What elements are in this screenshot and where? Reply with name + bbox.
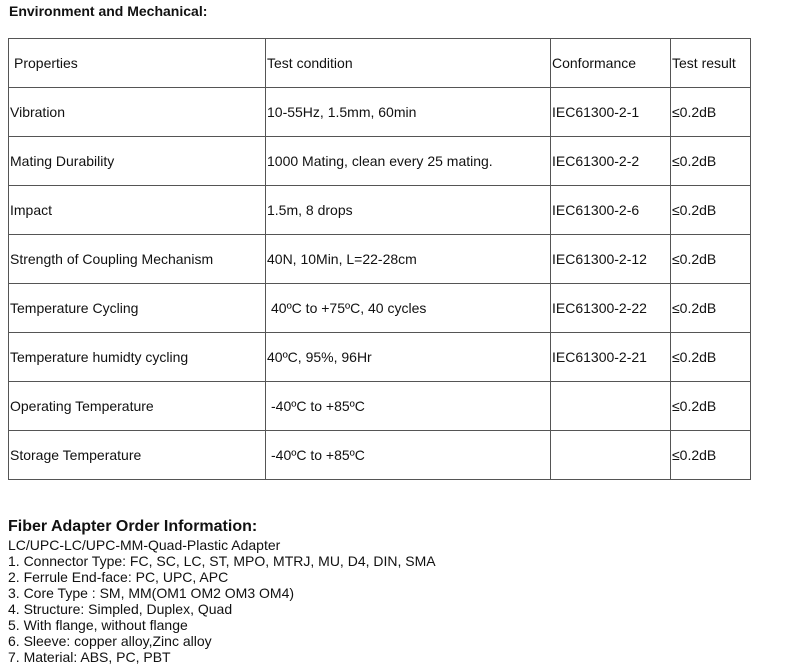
order-product-name: LC/UPC-LC/UPC-MM-Quad-Plastic Adapter <box>8 537 281 553</box>
table-header-row <box>9 39 751 88</box>
cell-property: Vibration <box>9 88 266 137</box>
cell-result: ≤0.2dB <box>671 137 751 186</box>
cell-condition: 40ºC, 95%, 96Hr <box>266 333 551 382</box>
cell-condition: 40N, 10Min, L=22-28cm <box>266 235 551 284</box>
table-row <box>9 186 751 235</box>
cell-condition: 40ºC to +75ºC, 40 cycles <box>266 284 551 333</box>
cell-property: Temperature humidty cycling <box>9 333 266 382</box>
cell-property: Mating Durability <box>9 137 266 186</box>
table-row <box>9 431 751 480</box>
order-core-type: 3. Core Type : SM, MM(OM1 OM2 OM3 OM4) <box>8 585 295 601</box>
order-sleeve: 6. Sleeve: copper alloy,Zinc alloy <box>8 633 212 649</box>
order-ferrule-end-face: 2. Ferrule End-face: PC, UPC, APC <box>8 569 229 585</box>
cell-condition: -40ºC to +85ºC <box>266 382 551 431</box>
cell-result: ≤0.2dB <box>671 186 751 235</box>
header-test-condition: Test condition <box>266 39 551 88</box>
cell-conformance <box>551 431 671 480</box>
cell-property: Temperature Cycling <box>9 284 266 333</box>
cell-conformance: IEC61300-2-22 <box>551 284 671 333</box>
header-conformance: Conformance <box>551 39 671 88</box>
table-row <box>9 88 751 137</box>
cell-result: ≤0.2dB <box>671 382 751 431</box>
cell-conformance <box>551 382 671 431</box>
cell-conformance: IEC61300-2-1 <box>551 88 671 137</box>
environment-section-title: Environment and Mechanical: <box>9 3 208 19</box>
order-information-section <box>8 518 436 665</box>
cell-result: ≤0.2dB <box>671 333 751 382</box>
environment-spec-table <box>8 38 751 480</box>
cell-condition: 1.5m, 8 drops <box>266 186 551 235</box>
cell-condition: 1000 Mating, clean every 25 mating. <box>266 137 551 186</box>
cell-conformance: IEC61300-2-12 <box>551 235 671 284</box>
cell-property: Strength of Coupling Mechanism <box>9 235 266 284</box>
cell-conformance: IEC61300-2-6 <box>551 186 671 235</box>
table-row <box>9 284 751 333</box>
cell-conformance: IEC61300-2-2 <box>551 137 671 186</box>
table-row <box>9 235 751 284</box>
table-row <box>9 333 751 382</box>
order-material: 7. Material: ABS, PC, PBT <box>8 649 171 665</box>
table-row <box>9 382 751 431</box>
cell-condition: -40ºC to +85ºC <box>266 431 551 480</box>
order-connector-type: 1. Connector Type: FC, SC, LC, ST, MPO, MTRJ, MU, D4, DIN, SMA <box>8 553 436 569</box>
table-row <box>9 137 751 186</box>
header-properties: Properties <box>9 39 266 88</box>
cell-result: ≤0.2dB <box>671 431 751 480</box>
cell-conformance: IEC61300-2-21 <box>551 333 671 382</box>
header-test-result: Test result <box>671 39 751 88</box>
order-structure: 4. Structure: Simpled, Duplex, Quad <box>8 601 233 617</box>
order-flange: 5. With flange, without flange <box>8 617 188 633</box>
order-information-title: Fiber Adapter Order Information: <box>8 518 258 535</box>
cell-property: Storage Temperature <box>9 431 266 480</box>
cell-property: Operating Temperature <box>9 382 266 431</box>
cell-property: Impact <box>9 186 266 235</box>
cell-result: ≤0.2dB <box>671 88 751 137</box>
cell-result: ≤0.2dB <box>671 235 751 284</box>
cell-condition: 10-55Hz, 1.5mm, 60min <box>266 88 551 137</box>
cell-result: ≤0.2dB <box>671 284 751 333</box>
